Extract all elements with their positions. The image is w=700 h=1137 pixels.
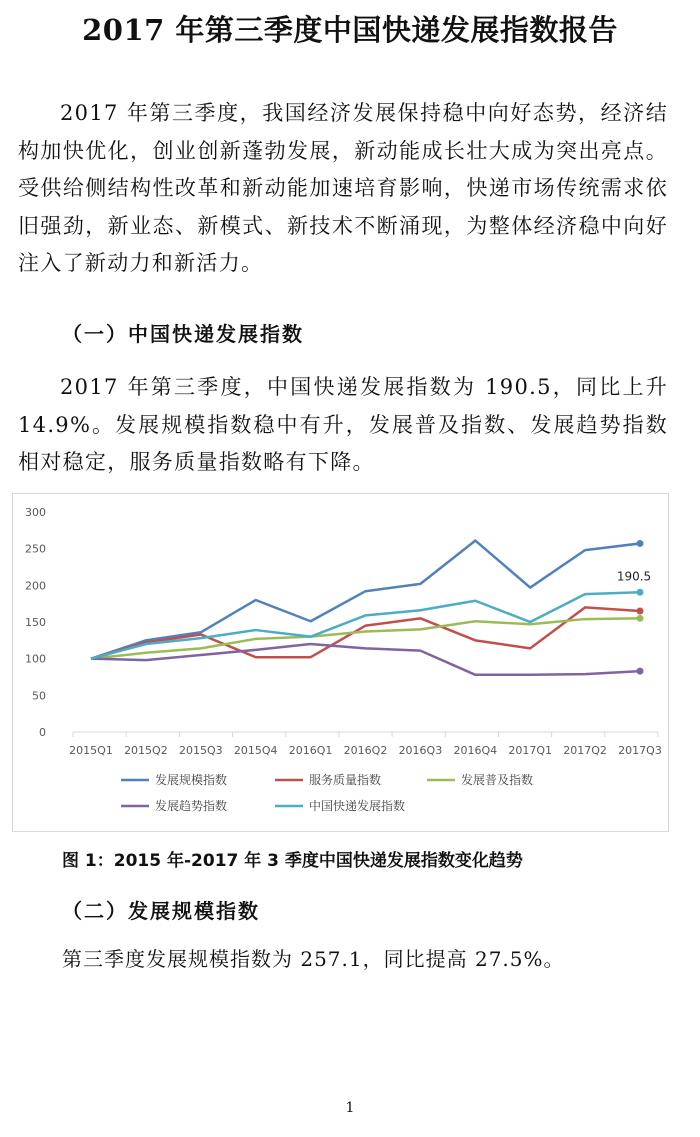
y-tick-label: 200 bbox=[25, 579, 46, 593]
section-heading-scale-index: （二）发展规模指数 bbox=[62, 899, 260, 923]
x-tick-label: 2015Q4 bbox=[233, 744, 278, 757]
scale-index-paragraph: 第三季度发展规模指数为 257.1，同比提高 27.5%。 bbox=[62, 947, 565, 971]
x-tick-label: 2017Q1 bbox=[508, 744, 553, 757]
series-end-marker bbox=[637, 540, 644, 547]
y-tick-label: 0 bbox=[39, 726, 46, 739]
legend-label: 中国快递发展指数 bbox=[309, 799, 406, 813]
series-end-marker bbox=[637, 668, 644, 675]
x-tick-label: 2016Q4 bbox=[453, 744, 498, 757]
express-index-paragraph: 2017 年第三季度，中国快递发展指数为 190.5，同比上升 14.9%。发展规模指数稳中有升，发展普及指数、发展趋势指数相对稳定，服务质量指数略有下降。 bbox=[18, 375, 668, 474]
x-tick-label: 2016Q2 bbox=[343, 744, 388, 757]
section-heading-express-index: （一）中国快递发展指数 bbox=[62, 322, 304, 346]
series-end-marker bbox=[637, 608, 644, 615]
x-tick-label: 2017Q2 bbox=[563, 744, 607, 757]
figure-caption: 图 1：2015 年-2017 年 3 季度中国快递发展指数变化趋势 bbox=[62, 851, 523, 871]
x-tick-label: 2015Q1 bbox=[69, 744, 113, 757]
legend-label: 发展普及指数 bbox=[461, 773, 534, 787]
y-tick-label: 300 bbox=[25, 506, 46, 519]
x-tick-label: 2016Q3 bbox=[398, 744, 443, 757]
x-tick-label: 2017Q3 bbox=[618, 744, 662, 757]
y-tick-label: 100 bbox=[25, 652, 46, 666]
x-tick-label: 2015Q3 bbox=[178, 744, 223, 757]
x-tick-label: 2016Q1 bbox=[288, 744, 333, 757]
intro-paragraph: 2017 年第三季度，我国经济发展保持稳中向好态势，经济结构加快优化，创业创新蓬勃发展，新动能成长壮大成为突出亮点。受供给侧结构性改革和新动能加速培育影响，快递市场传统需求依旧强劲，新业态、新模式、新技术不断涌现，为整体经济稳中向好注入了新动力和新活力。 bbox=[18, 101, 668, 275]
document-title: 2017 年第三季度中国快递发展指数报告 bbox=[82, 13, 618, 47]
series-end-marker bbox=[637, 615, 644, 622]
y-tick-label: 150 bbox=[25, 616, 46, 629]
series-line bbox=[91, 644, 640, 675]
legend-label: 发展规模指数 bbox=[155, 773, 228, 787]
x-tick-label: 2015Q2 bbox=[124, 744, 168, 757]
legend-label: 服务质量指数 bbox=[309, 773, 382, 787]
series-end-marker bbox=[637, 589, 644, 596]
y-tick-label: 50 bbox=[32, 689, 46, 703]
page-number: 1 bbox=[345, 1100, 355, 1116]
data-label: 190.5 bbox=[616, 569, 652, 584]
y-tick-label: 250 bbox=[25, 542, 46, 556]
express-index-line-chart bbox=[12, 493, 669, 832]
legend-label: 发展趋势指数 bbox=[155, 799, 228, 813]
